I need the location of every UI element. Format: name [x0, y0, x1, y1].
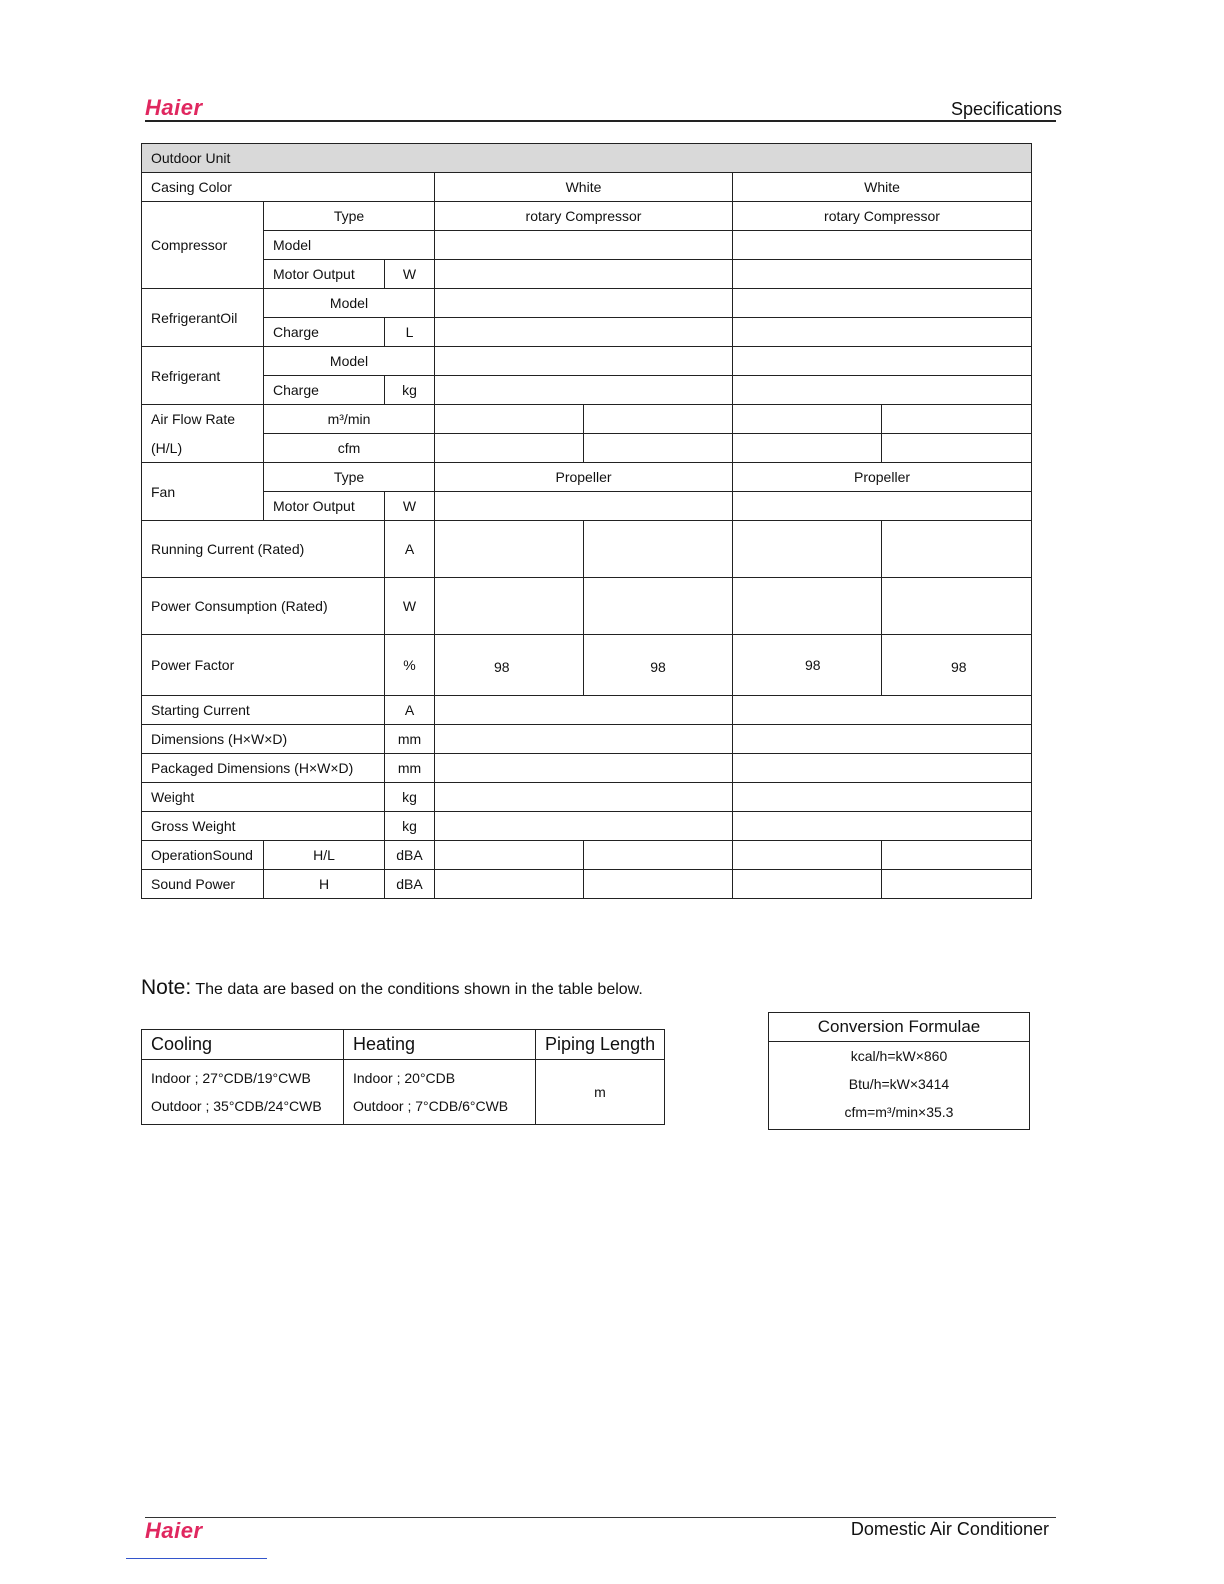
cell-value: [733, 725, 1032, 754]
spec-table: [141, 143, 1032, 899]
cell-value: [435, 754, 733, 783]
footer-title: Domestic Air Conditioner: [850, 1519, 1049, 1539]
note-text: The data are based on the conditions shown in the table below.: [191, 981, 643, 998]
unit: kg: [385, 812, 435, 841]
cell-value: [435, 578, 584, 635]
haier-logo: Haier: [145, 95, 203, 120]
sub-label: Model: [264, 231, 435, 260]
unit: dBA: [385, 841, 435, 870]
row-label: Compressor: [142, 202, 264, 289]
cell-value: [733, 492, 1032, 521]
table-row: [142, 463, 1032, 492]
row-label: Sound Power: [142, 870, 264, 899]
cell-value: [882, 405, 1032, 434]
cell-value: [584, 521, 733, 578]
cell-value: [435, 376, 733, 405]
unit: A: [385, 696, 435, 725]
table-row: [142, 318, 1032, 347]
note: [141, 976, 643, 1000]
cell-value: [733, 521, 882, 578]
footer-rule: [145, 1517, 1056, 1518]
cell-value: 98: [733, 635, 882, 696]
header-rule: [145, 120, 1056, 122]
cell-value: 98: [435, 635, 584, 696]
sub-label: Motor Output: [264, 492, 385, 521]
unit: W: [385, 492, 435, 521]
cell-value: [435, 434, 584, 463]
cell-value: White: [435, 173, 733, 202]
column-header: Cooling: [142, 1030, 344, 1060]
unit: A: [385, 521, 435, 578]
table-row: [142, 870, 1032, 899]
conversion-title: Conversion Formulae: [769, 1013, 1030, 1042]
unit: L: [385, 318, 435, 347]
row-label: Fan: [142, 463, 264, 521]
cell-value: [435, 812, 733, 841]
cell-value: 98: [584, 635, 733, 696]
cell-value: [882, 870, 1032, 899]
row-label: Power Factor: [142, 635, 385, 696]
table-row: [142, 812, 1032, 841]
cell-value: [733, 841, 882, 870]
cell-value: [435, 318, 733, 347]
section-header: Outdoor Unit: [142, 144, 1032, 173]
cell-value: [733, 870, 882, 899]
table-row: [142, 725, 1032, 754]
unit: W: [385, 578, 435, 635]
row-label: OperationSound: [142, 841, 264, 870]
cell-value: [435, 725, 733, 754]
column-header: Heating: [344, 1030, 536, 1060]
table-row: [142, 492, 1032, 521]
cell-value: [882, 578, 1032, 635]
sub-label: Charge: [264, 376, 385, 405]
cell-value: rotary Compressor: [435, 202, 733, 231]
cell-value: [435, 696, 733, 725]
sub-label: H/L: [264, 841, 385, 870]
cell-value: [733, 812, 1032, 841]
cell-value: [733, 289, 1032, 318]
table-row: [142, 521, 1032, 578]
table-row: [142, 434, 1032, 463]
cell-value: [584, 870, 733, 899]
row-label: Dimensions (H×W×D): [142, 725, 385, 754]
cell-value: [435, 783, 733, 812]
cell-value: [733, 578, 882, 635]
cell-value: [435, 231, 733, 260]
cell-value: [584, 578, 733, 635]
unit: kg: [385, 376, 435, 405]
formula: cfm=m³/min×35.3: [844, 1104, 954, 1120]
row-label: RefrigerantOil: [142, 289, 264, 347]
cell-value: Propeller: [733, 463, 1032, 492]
row-label: Starting Current: [142, 696, 385, 725]
cell-value: [882, 841, 1032, 870]
cell-value: 98: [882, 635, 1032, 696]
table-row: [142, 289, 1032, 318]
row-label: Power Consumption (Rated): [142, 578, 385, 635]
cell-value: [882, 521, 1032, 578]
section-title: Specifications: [950, 99, 1062, 119]
column-header: Piping Length: [536, 1030, 665, 1060]
cell-value: [733, 754, 1032, 783]
piping-length: m: [536, 1060, 665, 1125]
table-row: [142, 1060, 665, 1125]
cell-value: [882, 434, 1032, 463]
cell-value: [733, 318, 1032, 347]
unit: %: [385, 635, 435, 696]
formula: Btu/h=kW×3414: [848, 1076, 950, 1092]
cell-value: [733, 783, 1032, 812]
cell-value: [435, 260, 733, 289]
unit: dBA: [385, 870, 435, 899]
unit: m³/min: [264, 405, 435, 434]
table-row: [142, 376, 1032, 405]
cell-value: rotary Compressor: [733, 202, 1032, 231]
unit: kg: [385, 783, 435, 812]
unit: W: [385, 260, 435, 289]
row-label: Packaged Dimensions (H×W×D): [142, 754, 385, 783]
sub-label: Motor Output: [264, 260, 385, 289]
sub-label: Model: [264, 347, 435, 376]
table-row: [769, 1013, 1030, 1042]
cell-value: [435, 347, 733, 376]
row-label: Refrigerant: [142, 347, 264, 405]
unit: mm: [385, 725, 435, 754]
sub-label: H: [264, 870, 385, 899]
row-label: Gross Weight: [142, 812, 385, 841]
cell-value: [733, 231, 1032, 260]
cell-value: [733, 347, 1032, 376]
haier-logo-footer: Haier: [145, 1518, 203, 1543]
heating-indoor: Indoor ; 20°CDB: [353, 1070, 456, 1086]
cell-value: [733, 260, 1032, 289]
cell-value: [584, 434, 733, 463]
footer-link-underline: [126, 1558, 267, 1559]
table-row: [142, 1030, 665, 1060]
unit: mm: [385, 754, 435, 783]
table-row: [142, 754, 1032, 783]
conversion-table: [768, 1012, 1030, 1130]
cell-value: [733, 434, 882, 463]
table-row: [142, 635, 1032, 696]
cell-value: [584, 405, 733, 434]
cell-value: [435, 289, 733, 318]
row-label: Weight: [142, 783, 385, 812]
cell-value: [733, 376, 1032, 405]
sub-label: Charge: [264, 318, 385, 347]
heating-conditions: [344, 1060, 536, 1125]
table-row: [769, 1042, 1030, 1130]
cell-value: [435, 405, 584, 434]
cooling-conditions: [142, 1060, 344, 1125]
cooling-indoor: Indoor ; 27°CDB/19°CWB: [151, 1070, 311, 1086]
row-label: Running Current (Rated): [142, 521, 385, 578]
table-row: [142, 231, 1032, 260]
heating-outdoor: Outdoor ; 7°CDB/6°CWB: [353, 1098, 509, 1114]
sub-label: Type: [264, 202, 435, 231]
table-row: [142, 173, 1032, 202]
table-row: [142, 405, 1032, 434]
cell-value: [435, 492, 733, 521]
cell-value: [733, 405, 882, 434]
conditions-table: [141, 1029, 665, 1125]
table-row: [142, 202, 1032, 231]
table-row: [142, 578, 1032, 635]
cell-value: [733, 696, 1032, 725]
unit: cfm: [264, 434, 435, 463]
note-lead: Note:: [141, 976, 192, 999]
row-label: Air Flow Rate: [142, 405, 264, 434]
sub-label: Model: [264, 289, 435, 318]
formula: kcal/h=kW×860: [850, 1048, 948, 1064]
row-label: Casing Color: [142, 173, 435, 202]
table-row: [142, 696, 1032, 725]
cooling-outdoor: Outdoor ; 35°CDB/24°CWB: [151, 1098, 322, 1114]
table-row: [142, 144, 1032, 173]
table-row: [142, 260, 1032, 289]
cell-value: [584, 841, 733, 870]
table-row: [142, 841, 1032, 870]
cell-value: Propeller: [435, 463, 733, 492]
conversion-body: [769, 1042, 1030, 1130]
cell-value: [435, 870, 584, 899]
sub-label: Type: [264, 463, 435, 492]
cell-value: [435, 841, 584, 870]
table-row: [142, 783, 1032, 812]
row-label: (H/L): [142, 434, 264, 463]
cell-value: [435, 521, 584, 578]
cell-value: White: [733, 173, 1032, 202]
table-row: [142, 347, 1032, 376]
